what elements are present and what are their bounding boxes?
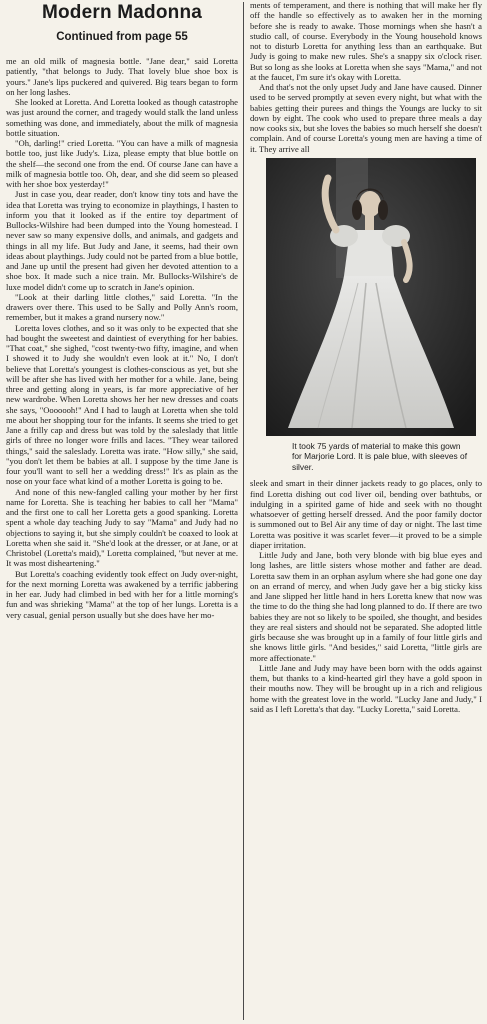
paragraph: And that's not the only upset Judy and Jane have caused. Dinner used to be served promptly at seven every night, but what with the babies getting their purees and things the Youngs are lucky to sit down by eight. The cook who used to prepare three meals a day now cooks six, but she loves the babies so much herself she doesn't complain. And of course Loretta's young men are having a time of it. They arrive all [250, 82, 482, 154]
paragraph: And none of this new-fangled calling your mother by her first name for Loretta. She is teaching her babies to call her "Mama" and the first one to call her Loretta gets a good spanking. Loretta spent a whole day teaching Judy to say "Mama" and Judy had no objections to saying it, but she simply couldn't be coaxed to look at Loretta when she said it. "She'd look at the dresser, or at Jane, or at Christobel (Loretta's maid)," Loretta complained, "but never at me. It was most disheartening." [6, 486, 238, 569]
gown-photo [266, 158, 476, 436]
paragraph: She looked at Loretta. And Loretta looked as though catastrophe was just around the corner, and tragedy would stalk the land unless something was done, and immediately, about the milk of magnesia bottle situation. [6, 97, 238, 138]
continued-line: Continued from page 55 [56, 31, 188, 43]
paragraph: sleek and smart in their dinner jackets ready to go places, only to find Loretta dishing out cod liver oil, bending over bathtubs, or indulging in a spirited game of hide and seek with no thought whatsoever of getting herself dressed. And the poor family doctor is summoned out to Bel Air any time of day or night. The last time Loretta was positive it was scarlet fever—it proved to be a simple diaper irritation. [250, 478, 482, 550]
paragraph: "Oh, darling!" cried Loretta. "You can have a milk of magnesia bottle too, just like Judy's. Liza, please empty that blue bottle on the shelf—the second one from the end. Of course Jane can have a milk of magnesia bottle too. Oh, dear, and she did seem so pleased with her shoe box yesterday!" [6, 138, 238, 189]
paragraph: Just in case you, dear reader, don't know tiny tots and have the idea that Loretta was trying to economize in playthings, I hasten to inform you that it looked as if the entire toy department of Bullocks-Wilshire had been dumped into the Young homestead. I never saw so many expensive dolls, and animals, and gadgets and things in all my life. But Judy and Jane, it seems, had their own ideas about playthings. Judy could not be parted from a blue bottle, and Jane up until the present had given her devoted attention to a shoe box. It made such a nice train. Mr. Bullocks-Wilshire's de luxe model didn't come up to scratch in Jane's opinion. [6, 189, 238, 292]
paragraph: ments of temperament, and there is nothing that will make her fly off the handle so effectively as to awaken her in the morning before she is ready to awake. Those mornings when she hasn't a studio call, of course. Everybody in the Young household knows not to disturb Loretta for anything less than an earthquake. But Judy is going to make new rules. She's a snappy six o'clock riser. But so long as she looks at Loretta when she says "Mama," and not at the faucet, I'm sure it's okay with Loretta. [250, 0, 482, 82]
photo-figure [266, 158, 476, 473]
paragraph: "Look at their darling little clothes," said Loretta. "In the drawers over there. This used to be Sally and Polly Ann's room, remember, but it makes a grand nursery now." [6, 291, 238, 323]
paragraph: Little Judy and Jane, both very blonde with big blue eyes and long lashes, are little sisters whose mother and father are dead. Loretta saw them in an orphan asylum where she had gone one day on an errand of mercy, and when Judy gave her a big sticky kiss and Jane slipped her little hand in hers Loretta knew that now was the time to do the thing she had long planned to do. If there are two babies they are not so likely to be spoiled, she thought, and besides they are real sisters and should not be separated. She adopted little girls because she was brought up in a family of four little girls and she knows little girls. "And besides," said Loretta, "little girls are more affectionate." [250, 550, 482, 663]
paragraph: But Loretta's coaching evidently took effect on Judy over-night, for the next morning Loretta was awakened by a terrific jabbering in her ear. Judy had climbed in bed with her for a little morning's fun and was shrieking "Mama" at the top of her lungs. Loretta is a very casual, genial person usually but she does have her mo- [6, 568, 238, 620]
right-column [250, 0, 482, 1024]
photo-caption: It took 75 yards of material to make this gown for Marjorie Lord. It is pale blue, with sleeves of silver. [292, 440, 468, 472]
left-column [6, 0, 238, 1024]
article-title: Modern Madonna [41, 2, 203, 23]
paragraph: Little Jane and Judy may have been born with the odds against them, but thanks to a kind-hearted girl they have a gold spoon in their mouths now. They will be brought up in a rich and religious home with the greatest love in the world. "Lucky Jane and Judy," I said as I left Loretta's that day. "Lucky Loretta," said Loretta. [250, 662, 482, 714]
column-divider [243, 2, 244, 1020]
paragraph: Loretta loves clothes, and so it was only to be expected that she had bought the sweetest and daintiest of everything for her babies. "That coat," she sighed, "cost twenty-two fifty, imagine, and when I showed it to Judy she wouldn't even look at it." No, I don't believe that Loretta's youngest is clothes-conscious as yet, but she will be after she has lived with her mother for a while. Jane, being three and getting along in years, is far more appreciative of her new wardrobe. When Loretta shows her her new dresses and coats she says, "Ooooooh!" And I had to laugh at Loretta when she told me about her shopping tour for the infants. It seems she tried to get Jane a frilly cap and dress but was told by the saleslady that little girls of three no longer wore frills and laces. "They wear tailored things," said the saleslady. Loretta was irate. "How silly," she said, "you don't let them be babies at all. I suppose by the time Jane is four you'll want to sell her a wedding dress!" It's as plain as the nose on your face what kind of a mother Loretta is going to be. [6, 322, 238, 487]
paragraph: me an old milk of magnesia bottle. "Jane dear," said Loretta patiently, "that belongs to Judy. That lovely blue shoe box is yours." Jane's lips puckered and quivered. Big tears began to form on her long lashes. [6, 56, 238, 97]
